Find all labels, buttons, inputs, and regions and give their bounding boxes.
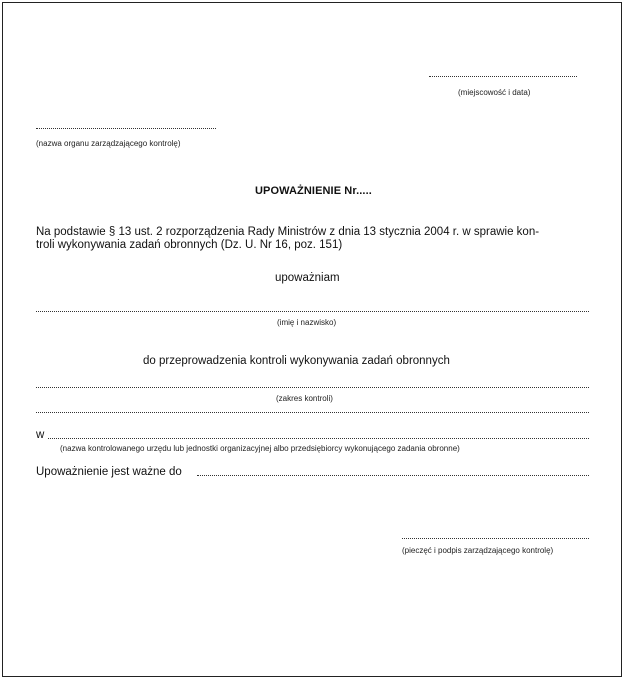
document-frame (2, 2, 622, 677)
stamp-caption: (pieczęć i podpis zarządzającego kontrolę) (402, 546, 554, 555)
scope-caption: (zakres kontroli) (276, 394, 333, 403)
document-title: UPOWAŻNIENIE Nr..... (255, 185, 372, 197)
name-caption: (imię i nazwisko) (277, 318, 337, 327)
valid-until-field[interactable] (197, 475, 589, 476)
authorize-text: upoważniam (275, 272, 340, 284)
w-label: w (36, 429, 45, 441)
organ-name-field[interactable] (36, 128, 216, 129)
scope-field-line-1[interactable] (36, 387, 589, 388)
valid-until-label: Upoważnienie jest ważne do (36, 466, 182, 478)
name-field[interactable] (36, 311, 589, 312)
stamp-signature-field[interactable] (402, 538, 589, 539)
place-date-caption: (miejscowość i data) (458, 88, 531, 97)
purpose-text: do przeprowadzenia kontroli wykonywania zadań obronnych (143, 355, 450, 367)
legal-basis-line-2: troli wykonywania zadań obronnych (Dz. U. Nr 16, poz. 151) (36, 239, 343, 251)
scope-field-line-2[interactable] (36, 412, 589, 413)
entity-caption: (nazwa kontrolowanego urzędu lub jednostki organizacyjnej albo przedsiębiorcy wykonującego zadania obronne) (60, 444, 460, 453)
entity-field[interactable] (48, 438, 589, 439)
place-date-field[interactable] (429, 76, 577, 77)
organ-caption: (nazwa organu zarządzającego kontrolę) (36, 139, 181, 148)
legal-basis-line-1: Na podstawie § 13 ust. 2 rozporządzenia Rady Ministrów z dnia 13 stycznia 2004 r. w sprawie kon- (36, 226, 540, 238)
